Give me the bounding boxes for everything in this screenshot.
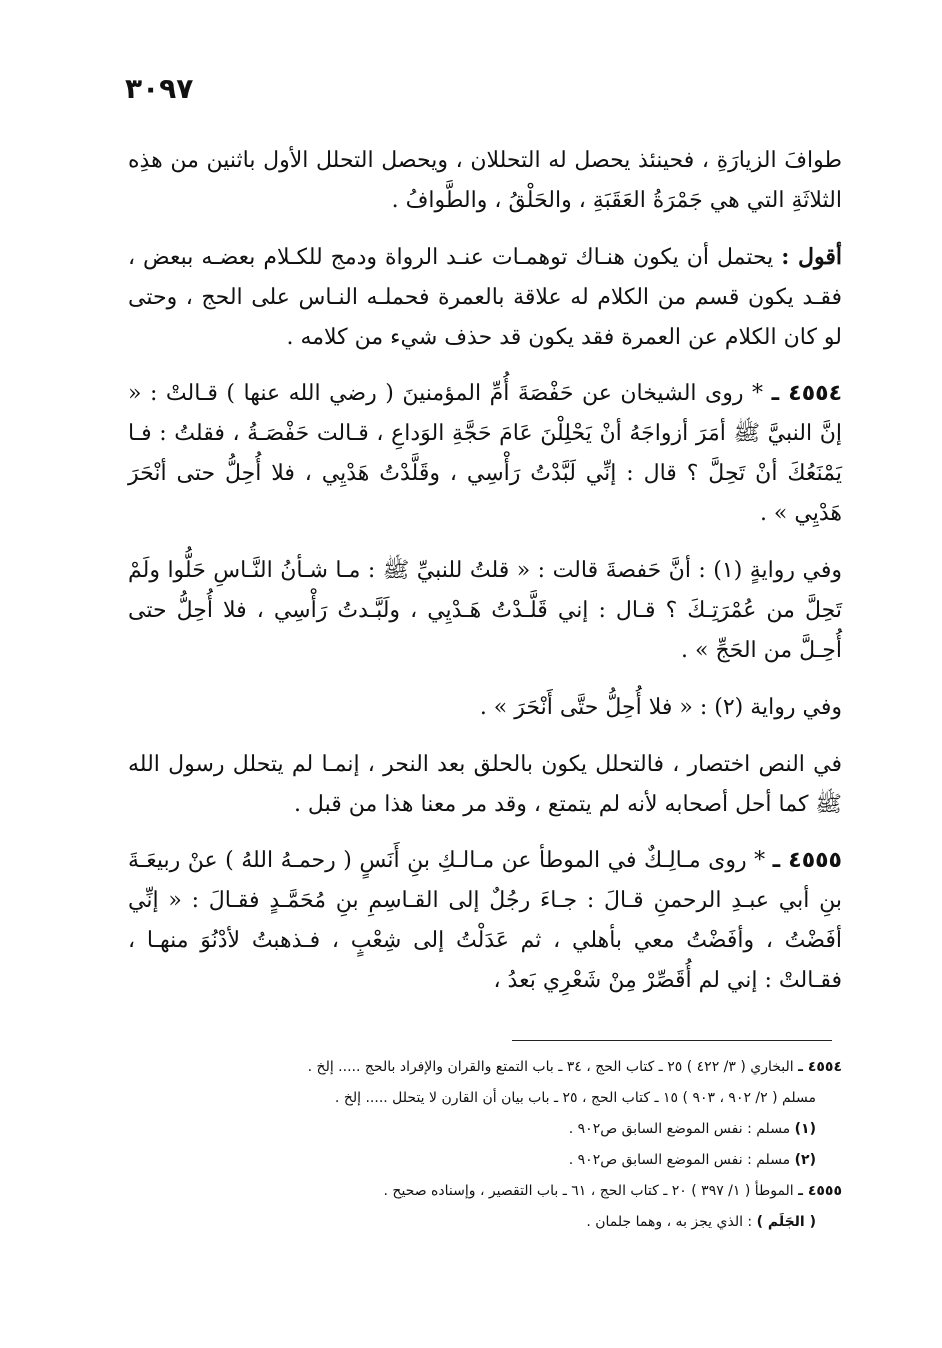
main-text: [128, 140, 842, 1017]
footnote-divider: [512, 1040, 832, 1041]
paragraph-text: * روى الشيخان عن حَفْصَةَ أُمِّ المؤمنينَ ( رضي الله عنها ) قـالتْ : « إنَّ النبيَّ ﷺ أمَرَ أزواجَهُ أنْ يَحْلِلْنَ عَامَ حَجَّةِ الوَداعِ ، قـالت حَفْصَـةُ ، فقلتُ : فـا يَمْنَعُكَ أنْ تَحِلَّ ؟ قال : إنِّي لَبَّدْتُ رَأْسِي ، وقَلَّدْتُ هَدْيِي ، فلا أُحِلُّ حتى أنْحَرَ هَدْيِي » .: [128, 381, 842, 526]
footnote-number: (٢): [794, 1152, 816, 1168]
paragraph-5: [128, 744, 842, 825]
footnote-number: ٤٥٥٥ ـ: [798, 1183, 842, 1199]
paragraph-0: [128, 140, 842, 221]
paragraph-6: [128, 841, 842, 1001]
footnote-line: [200, 1207, 842, 1238]
footnote-number: ٤٥٥٤ ـ: [798, 1059, 842, 1075]
footnote-text: : الذي يجز به ، وهما جلمان .: [586, 1214, 757, 1230]
paragraph-text: وفي رواية (٢) : « فلا أُحِلُّ حتَّى أَنْحَرَ » .: [479, 695, 842, 720]
paragraph-3: [128, 550, 842, 671]
hadith-number: ٤٥٥٥ ـ: [772, 848, 842, 873]
paragraph-text: يحتمل أن يكون هنـاك توهمـات عنـد الرواة ودمج للكـلام بعضـه ببعض ، فقـد يكون قسم من الكلام له علاقة بالعمرة فحملـه النـاس على الحج ، وحتى لو كان الكلام عن العمرة فقد يكون قد حذف شيء من كلامه .: [128, 245, 842, 350]
paragraph-2: [128, 374, 842, 534]
footnote-number: ( الجَلَم ): [756, 1214, 816, 1230]
footnote-text: مسلم ( ٢/ ٩٠٢ ، ٩٠٣ ) ١٥ ـ كتاب الحج ، ٢٥ ـ باب بيان أن القارن لا يتحلل ..... إلخ .: [334, 1090, 816, 1106]
paragraph-lead: أقول :: [781, 244, 842, 270]
paragraph-text: في النص اختصار ، فالتحلل يكون بالحلق بعد النحر ، إنمـا لم يتحلل رسول الله ﷺ كما أحل أصحابه لأنه لم يتمتع ، وقد مر معنا هذا من قبل .: [128, 752, 842, 817]
hadith-number: ٤٥٥٤ ـ: [771, 381, 842, 406]
footnote-number: (١): [794, 1121, 816, 1137]
footnote-line: [200, 1083, 842, 1114]
footnote-line: [200, 1145, 842, 1176]
paragraph-text: * روى مـالِـكٌ في الموطأ عن مـالـكِ بنِ أَنَسٍ ( رحمـهُ اللهُ ) عنْ ربيعَـةَ بنِ أبي عبـدِ الرحمنِ قـالَ : جـاءَ رجُلٌ إلى القـاسِمِ بنِ مُحَمَّـدٍ فقـالَ : « إنِّي أفَضْتُ ، وأفَضْتُ معي بأهلي ، ثم عَدَلْتُ إلى شِعْبٍ ، فـذهبتُ لأدْنُوَ منهـا ، فقـالتْ : إني لم أُقَصِّرْ مِنْ شَعْرِي بَعدُ ،: [128, 848, 842, 993]
footnote-text: البخاري ( ٣/ ٤٢٢ ) ٢٥ ـ كتاب الحج ، ٣٤ ـ باب التمتع والقران والإفراد بالحج ..... إلخ .: [307, 1059, 799, 1075]
footnote-text: مسلم : نفس الموضع السابق ص٩٠٢ .: [568, 1121, 795, 1137]
paragraph-1: [128, 237, 842, 358]
footnote-line: [200, 1176, 842, 1207]
footnote-line: [200, 1052, 842, 1083]
footnote-text: الموطأ ( ١/ ٣٩٧ ) ٢٠ ـ كتاب الحج ، ٦١ ـ باب التقصير ، وإسناده صحيح .: [383, 1183, 799, 1199]
paragraph-text: وفي روايةٍ (١) : أنَّ حَفصةَ قالت : « قلتُ للنبيِّ ﷺ : مـا شـأنُ النَّـاسِ حَلُّوا ولَمْ تَحِلَّ من عُمْرَتِـكَ ؟ قـال : إني قَلَّـدْتُ هَـدْيِي ، ولَبَّـدتُ رَأْسِي ، فلا أُحِلُّ حتى أُحِـلَّ من الحَجِّ » .: [128, 558, 842, 663]
paragraph-text: طوافَ الزيارَةِ ، فحينئذ يحصل له التحللان ، ويحصل التحلل الأول باثنين من هذِه الثلاثَةِ التي هي جَمْرَةُ العَقَبَةِ ، والحَلْقُ ، والطَّوافُ .: [128, 148, 842, 213]
footnotes: [200, 1052, 842, 1238]
footnote-line: [200, 1114, 842, 1145]
paragraph-4: [128, 687, 842, 728]
page-number: ٣٠٩٧: [125, 72, 194, 105]
footnote-text: مسلم : نفس الموضع السابق ص٩٠٢ .: [568, 1152, 795, 1168]
